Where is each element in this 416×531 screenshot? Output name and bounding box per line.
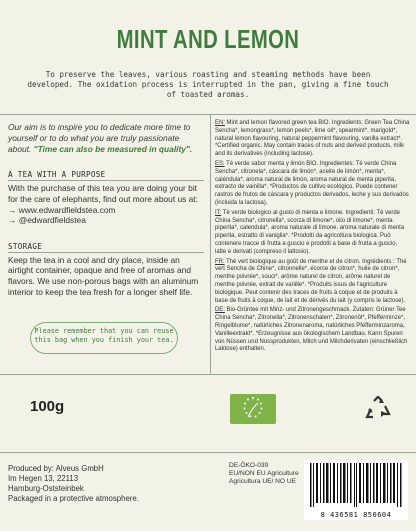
storage-text: Keep the tea in a cool and dry place, inside an airtight container, opaque and free of aromas and flavors. We use non-porous bags with an aluminum interior to keep the tea fresh for a longer shelf life. bbox=[8, 254, 199, 297]
purpose-heading: A TEA WITH A PURPOSE bbox=[8, 170, 204, 181]
barcode-digits: 8 436581 850604 bbox=[320, 511, 392, 519]
ingredients-es bbox=[215, 161, 410, 208]
ingredients-text: Mint and lemon flavored green tea BIO. Ingredients: Green Tea China Sencha*, lemongrass*, lemon peels*, lime oil*, spearmint*, marigold*, natural lemon flavouring, natural peppermint flavouring, vanilla extract*. *Certified organic. May contain traces of nuts and derived products, milk and its derivatives (including lactose). bbox=[215, 120, 410, 158]
producer-city: Hamburg-Oststeinbek bbox=[8, 484, 84, 493]
aim-statement bbox=[8, 122, 204, 154]
ingredients-text: Thé vert biologique au goût de menthe et de citron. Ingrédients : Thé vert Sencha de Chine*, citronnelle*, écorce de citron*, huile de citron*, menthe poivrée*, souci*, arôme naturel de citron, arôme naturel de menthe poivrée, extrait de vanille*. *Produits issus de l'agriculture biologique. Peut contenir des traces de fruits à coque et de produits à base de fruits à coque, de lait et de dérivés du lait (y compris le lactose). bbox=[215, 258, 407, 304]
eu-organic-leaf-icon bbox=[230, 394, 276, 424]
ingredients-de bbox=[215, 307, 410, 354]
ingredients-column bbox=[215, 120, 410, 356]
producer-info bbox=[8, 464, 139, 504]
lang-code: IT: bbox=[215, 209, 222, 216]
net-weight: 100g bbox=[30, 398, 65, 415]
ingredients-fr bbox=[215, 259, 410, 306]
website-link[interactable]: → www.edwardfieldstea.com bbox=[8, 204, 116, 215]
aim-text: Our aim is to inspire you to dedicate more time to yourself or to do what you are truly passionate about. bbox=[8, 122, 191, 154]
producer-name: Produced by: Alveus GmbH bbox=[8, 464, 104, 473]
barcode-icon bbox=[304, 460, 408, 510]
agriculture-origin-en: EU/NON EU Agriculture bbox=[229, 470, 299, 477]
barcode bbox=[304, 460, 408, 520]
ingredients-text: Bio-Grüntee mit Minz- und Zitronengeschmack. Zutaten: Grüner Tee China Sencha*, Zitronella*, Zitronenschalen*, Zitronenöl*, Pfefferminze*, Ringelblume*, natürliches Zitronenaroma, natürliches Pfefferminzaroma, Vanilleextrakt*. *Erzeugnisse aus ökologischem Landbau. Kann Spuren von Nüssen und Nussprodukten, Milch und Milchderivaten (einschließlich Laktose) enthalten. bbox=[215, 307, 408, 353]
producer-street: Im Hegen 13, 22113 bbox=[8, 474, 79, 483]
intro-text: To preserve the leaves, various roasting and steaming methods have been developed. The oxidation process is interrupted in the pan, giving a fine touch of toasted aromas. bbox=[27, 70, 389, 100]
ingredients-it bbox=[215, 210, 410, 257]
ingredients-en bbox=[215, 120, 410, 159]
reuse-note: Please remember that you can reuse this bag when you finish your tea. bbox=[30, 322, 178, 354]
lang-code: FR: bbox=[215, 258, 225, 265]
lang-code: EN: bbox=[215, 120, 225, 126]
agriculture-origin-es: Agricultura UE/ NO UE bbox=[229, 478, 297, 485]
column-divider bbox=[210, 114, 211, 374]
divider bbox=[0, 114, 416, 115]
packaging-note: Packaged in a protective atmosphere. bbox=[8, 494, 139, 503]
certification-code: DE-ÖKO-039 bbox=[229, 462, 269, 469]
ingredients-text: Tè verde biologico al gusto di menta e limone. Ingredienti: Tè verde China Sencha*, citronella*, scorza di limone*, olio di limone*, menta piperita*, calendula*, aroma naturale di limone, aroma naturale di menta piperita, estratto di vaniglia*. *Prodotti da agricoltura biologica. Può contenere tracce di frutta a guscio e prodotti a base di frutta a guscio, latte e derivati (compreso il lattosio). bbox=[215, 209, 405, 255]
certification-info bbox=[229, 462, 299, 486]
divider bbox=[0, 374, 416, 375]
ingredients-text: Té verde sabor menta y limón BIO. Ingredientes: Té verde China Sencha*, citronela*, cáscara de limón*, aceite de limón*, menta*, caléndula*, aroma natural de limón, aroma natural de menta piperita, extracto de vainilla*. *Productos de cultivo ecológico. Puede contener rastros de frutos de cáscara y productos derivados, leche y sus derivados (incluida la lactosa). bbox=[215, 160, 409, 206]
divider bbox=[0, 452, 416, 453]
social-link[interactable]: → @edwardfieldstea bbox=[8, 215, 86, 226]
storage-heading: STORAGE bbox=[8, 242, 204, 253]
lang-code: ES: bbox=[215, 160, 225, 167]
product-title: MINT AND LEMON bbox=[116, 24, 300, 54]
recycling-icon bbox=[364, 396, 392, 422]
aim-quote: "Time can also be measured in quality". bbox=[33, 143, 193, 154]
lang-code: DE: bbox=[215, 307, 225, 314]
left-column bbox=[8, 122, 204, 297]
purpose-text: With the purchase of this tea you are doing your bit for the care of elephants, find out more about us at: bbox=[8, 183, 198, 204]
